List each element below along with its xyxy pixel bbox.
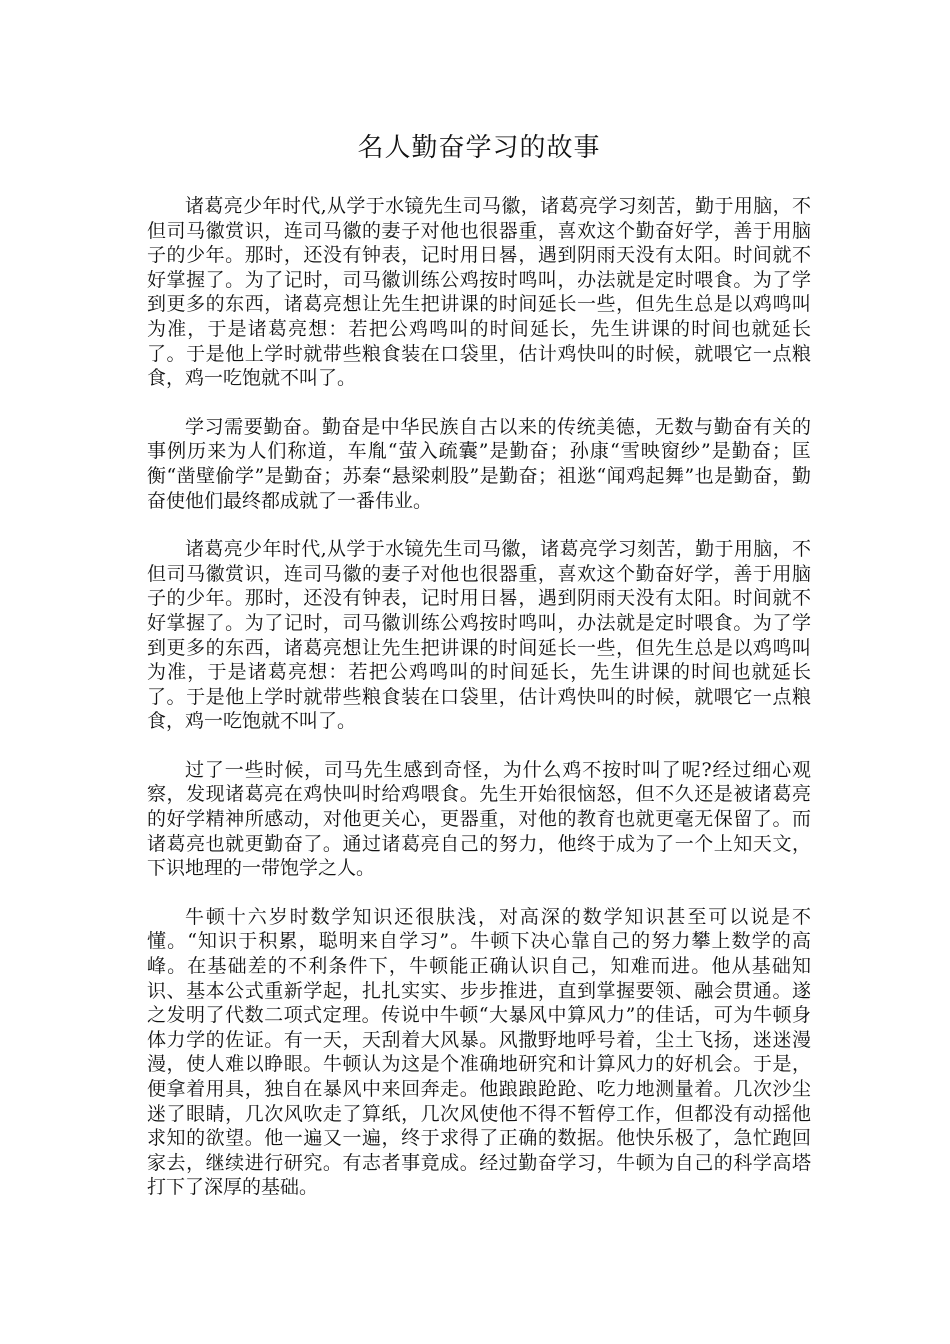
- document-title: 名人勤奋学习的故事: [357, 133, 601, 163]
- paragraph-zhuge-liang-3: 过了一些时候，司马先生感到奇怪，为什么鸡不按时叫了呢?经过细心观察，发现诸葛亮在鸡快叫时给鸡喂食。先生开始很恼怒，但不久还是被诸葛亮的好学精神所感动，对他更关心，更器重，对他的教育也就更毫无保留了。而诸葛亮也就更勤奋了。通过诸葛亮自己的努力，他终于成为了一个上知天文，下识地理的一带饱学之人。: [147, 758, 811, 880]
- paragraph-newton: 牛顿十六岁时数学知识还很肤浅，对高深的数学知识甚至可以说是不懂。“知识于积累，聪明来自学习”。牛顿下决心靠自己的努力攀上数学的高峰。在基础差的不利条件下，牛顿能正确认识自己，知难而进。他从基础知识、基本公式重新学起，扎扎实实、步步推进，直到掌握要领、融会贯通。遂之发明了代数二项式定理。传说中牛顿“大暴风中算风力”的佳话，可为牛顿身体力学的佐证。有一天，天刮着大风暴。风撒野地呼号着，尘土飞扬，迷迷漫漫，使人难以睁眼。牛顿认为这是个准确地研究和计算风力的好机会。于是，便拿着用具，独自在暴风中来回奔走。他踉踉跄跄、吃力地测量着。几次沙尘迷了眼睛，几次风吹走了算纸，几次风使他不得不暂停工作，但都没有动摇他求知的欲望。他一遍又一遍，终于求得了正确的数据。他快乐极了，急忙跑回家去，继续进行研究。有志者事竟成。经过勤奋学习，牛顿为自己的科学高塔打下了深厚的基础。: [147, 905, 811, 1199]
- paragraph-diligence: 学习需要勤奋。勤奋是中华民族自古以来的传统美德，无数与勤奋有关的事例历来为人们称道，车胤“萤入疏囊”是勤奋；孙康“雪映窗纱”是勤奋；匡衡“凿壁偷学”是勤奋；苏秦“悬梁刺股”是勤奋；祖逖“闻鸡起舞”也是勤奋，勤奋使他们最终都成就了一番伟业。: [147, 415, 811, 512]
- paragraph-zhuge-liang-2: 诸葛亮少年时代,从学于水镜先生司马徽，诸葛亮学习刻苦，勤于用脑，不但司马徽赏识，连司马徽的妻子对他也很器重，喜欢这个勤奋好学，善于用脑子的少年。那时，还没有钟表，记时用日晷，遇到阴雨天没有太阳。时间就不好掌握了。为了记时，司马徽训练公鸡按时鸣叫，办法就是定时喂食。为了学到更多的东西，诸葛亮想让先生把讲课的时间延长一些，但先生总是以鸡鸣叫为准，于是诸葛亮想：若把公鸡鸣叫的时间延长，先生讲课的时间也就延长了。于是他上学时就带些粮食装在口袋里，估计鸡快叫的时候，就喂它一点粮食，鸡一吃饱就不叫了。: [147, 538, 811, 733]
- paragraph-zhuge-liang-1: 诸葛亮少年时代,从学于水镜先生司马徽，诸葛亮学习刻苦，勤于用脑，不但司马徽赏识，连司马徽的妻子对他也很器重，喜欢这个勤奋好学，善于用脑子的少年。那时，还没有钟表，记时用日晷，遇到阴雨天没有太阳。时间就不好掌握了。为了记时，司马徽训练公鸡按时鸣叫，办法就是定时喂食。为了学到更多的东西，诸葛亮想让先生把讲课的时间延长一些，但先生总是以鸡鸣叫为准，于是诸葛亮想：若把公鸡鸣叫的时间延长，先生讲课的时间也就延长了。于是他上学时就带些粮食装在口袋里，估计鸡快叫的时候，就喂它一点粮食，鸡一吃饱就不叫了。: [147, 195, 811, 390]
- document-page: [147, 128, 811, 1224]
